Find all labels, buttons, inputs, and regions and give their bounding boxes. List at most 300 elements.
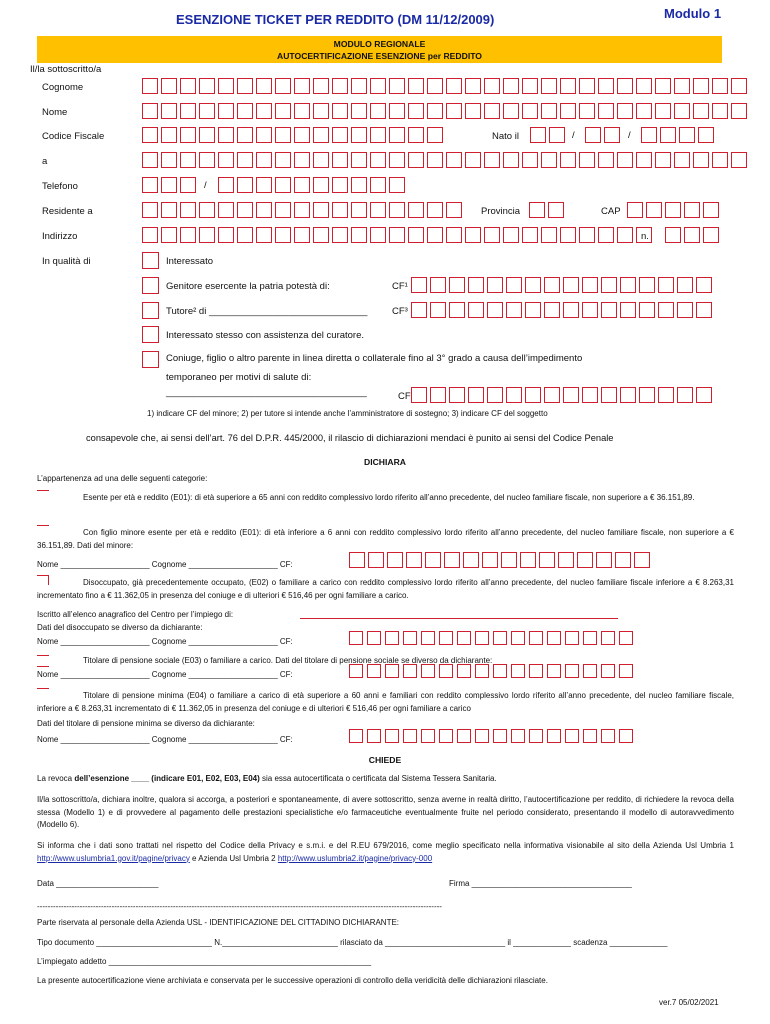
luogo-box[interactable] — [655, 152, 671, 168]
genitore-checkbox[interactable] — [142, 277, 159, 294]
cf-box[interactable] — [256, 127, 272, 143]
luogo-boxes[interactable] — [142, 152, 750, 168]
telefono-box[interactable] — [332, 177, 348, 193]
cf-box[interactable] — [408, 127, 424, 143]
luogo-box[interactable] — [636, 152, 652, 168]
nome-box[interactable] — [560, 103, 576, 119]
genitore-cf-box[interactable] — [430, 277, 446, 293]
cap-box[interactable] — [627, 202, 643, 218]
cognome-box[interactable] — [465, 78, 481, 94]
nome-box[interactable] — [313, 103, 329, 119]
cap-box[interactable] — [684, 202, 700, 218]
minore-cf-box[interactable] — [501, 552, 517, 568]
cognome-box[interactable] — [560, 78, 576, 94]
cognome-box[interactable] — [408, 78, 424, 94]
tutore-cf-boxes[interactable] — [411, 302, 715, 318]
telefono-box[interactable] — [237, 177, 253, 193]
cf-box[interactable] — [161, 127, 177, 143]
nome-box[interactable] — [218, 103, 234, 119]
data-field[interactable]: Data _______________________ — [37, 879, 159, 888]
e01a-checkbox[interactable] — [37, 490, 49, 491]
coniuge-cf-box[interactable] — [506, 387, 522, 403]
privacy-link-usl2[interactable]: http://www.uslumbria2.it/pagine/privacy-000 — [277, 853, 433, 863]
telefono-box[interactable] — [294, 177, 310, 193]
e01b-checkbox[interactable] — [37, 525, 49, 526]
minore-cf-box[interactable] — [406, 552, 422, 568]
pensione-sociale-cf-box[interactable] — [511, 664, 525, 678]
luogo-box[interactable] — [370, 152, 386, 168]
indirizzo-box[interactable] — [199, 227, 215, 243]
pensione-minima-cf-box[interactable] — [511, 729, 525, 743]
cognome-box[interactable] — [275, 78, 291, 94]
cognome-box[interactable] — [693, 78, 709, 94]
nome-box[interactable] — [161, 103, 177, 119]
cognome-box[interactable] — [294, 78, 310, 94]
residente-box[interactable] — [446, 202, 462, 218]
coniuge-checkbox[interactable] — [142, 351, 159, 368]
luogo-box[interactable] — [731, 152, 747, 168]
luogo-box[interactable] — [541, 152, 557, 168]
cognome-box[interactable] — [712, 78, 728, 94]
genitore-cf-box[interactable] — [411, 277, 427, 293]
tutore-cf-box[interactable] — [696, 302, 712, 318]
cf-box[interactable] — [294, 127, 310, 143]
luogo-box[interactable] — [484, 152, 500, 168]
indirizzo-box[interactable] — [560, 227, 576, 243]
pensione-sociale-cf-box[interactable] — [349, 664, 363, 678]
pensione-sociale-cf-box[interactable] — [457, 664, 471, 678]
minore-cf-box[interactable] — [368, 552, 384, 568]
pensione-minima-cf-box[interactable] — [601, 729, 615, 743]
minore-cf-box[interactable] — [482, 552, 498, 568]
genitore-cf-box[interactable] — [620, 277, 636, 293]
cognome-box[interactable] — [731, 78, 747, 94]
nome-box[interactable] — [237, 103, 253, 119]
residente-box[interactable] — [180, 202, 196, 218]
minore-cf-box[interactable] — [425, 552, 441, 568]
nome-box[interactable] — [446, 103, 462, 119]
tutore-checkbox[interactable] — [142, 302, 159, 319]
disoccupato-cf-box[interactable] — [403, 631, 417, 645]
cf-box[interactable] — [218, 127, 234, 143]
minore-cf-box[interactable] — [520, 552, 536, 568]
pensione-minima-cf-box[interactable] — [457, 729, 471, 743]
nome-box[interactable] — [522, 103, 538, 119]
genitore-cf-box[interactable] — [506, 277, 522, 293]
indirizzo-box[interactable] — [617, 227, 633, 243]
cognome-box[interactable] — [351, 78, 367, 94]
coniuge-cf-box[interactable] — [468, 387, 484, 403]
telefono-box[interactable] — [351, 177, 367, 193]
pensione-minima-dati-line[interactable]: Nome ____________________ Cognome ____________________ CF: — [37, 735, 293, 744]
nome-box[interactable] — [389, 103, 405, 119]
nome-box[interactable] — [579, 103, 595, 119]
numero-civico-boxes[interactable] — [665, 227, 722, 243]
pensione-sociale-cf-box[interactable] — [601, 664, 615, 678]
telefono-box[interactable] — [256, 177, 272, 193]
tutore-cf-box[interactable] — [487, 302, 503, 318]
telefono-box[interactable] — [370, 177, 386, 193]
minore-cf-box[interactable] — [558, 552, 574, 568]
pensione-minima-cf-box[interactable] — [439, 729, 453, 743]
coniuge-cf-box[interactable] — [601, 387, 617, 403]
genitore-cf-box[interactable] — [696, 277, 712, 293]
pensione-sociale-cf-box[interactable] — [583, 664, 597, 678]
tutore-cf-box[interactable] — [582, 302, 598, 318]
minore-cf-box[interactable] — [349, 552, 365, 568]
cf-box[interactable] — [332, 127, 348, 143]
residente-box[interactable] — [408, 202, 424, 218]
coniuge-cf-box[interactable] — [658, 387, 674, 403]
cap-box[interactable] — [646, 202, 662, 218]
tutore-cf-box[interactable] — [620, 302, 636, 318]
genitore-cf-box[interactable] — [468, 277, 484, 293]
luogo-box[interactable] — [560, 152, 576, 168]
tutore-cf-box[interactable] — [677, 302, 693, 318]
indirizzo-box[interactable] — [389, 227, 405, 243]
nome-box[interactable] — [712, 103, 728, 119]
birth-year-box[interactable] — [698, 127, 714, 143]
cognome-box[interactable] — [541, 78, 557, 94]
residente-box[interactable] — [389, 202, 405, 218]
numero-civico-box[interactable] — [684, 227, 700, 243]
cognome-box[interactable] — [617, 78, 633, 94]
luogo-box[interactable] — [256, 152, 272, 168]
nome-boxes[interactable] — [142, 103, 750, 119]
nome-box[interactable] — [427, 103, 443, 119]
nome-box[interactable] — [142, 103, 158, 119]
luogo-box[interactable] — [332, 152, 348, 168]
pensione-sociale-cf-box[interactable] — [547, 664, 561, 678]
indirizzo-boxes[interactable] — [142, 227, 655, 243]
residente-box[interactable] — [256, 202, 272, 218]
indirizzo-box[interactable] — [503, 227, 519, 243]
luogo-box[interactable] — [427, 152, 443, 168]
tutore-cf-box[interactable] — [468, 302, 484, 318]
telefono-box[interactable] — [313, 177, 329, 193]
genitore-cf-box[interactable] — [601, 277, 617, 293]
pensione-minima-cf-box[interactable] — [565, 729, 579, 743]
residente-box[interactable] — [161, 202, 177, 218]
cf-box[interactable] — [180, 127, 196, 143]
luogo-box[interactable] — [598, 152, 614, 168]
cognome-box[interactable] — [389, 78, 405, 94]
e03-checkbox[interactable] — [37, 655, 49, 656]
disoccupato-cf-box[interactable] — [421, 631, 435, 645]
disoccupato-cf-box[interactable] — [511, 631, 525, 645]
tutore-cf-box[interactable] — [639, 302, 655, 318]
indirizzo-box[interactable] — [579, 227, 595, 243]
luogo-box[interactable] — [180, 152, 196, 168]
disoccupato-cf-boxes[interactable] — [349, 631, 637, 645]
nome-box[interactable] — [370, 103, 386, 119]
coniuge-cf-box[interactable] — [430, 387, 446, 403]
telefono-box[interactable] — [218, 177, 234, 193]
cf-box[interactable] — [351, 127, 367, 143]
coniuge-cf-box[interactable] — [677, 387, 693, 403]
coniuge-cf-box[interactable] — [639, 387, 655, 403]
birth-day-box[interactable] — [549, 127, 565, 143]
pensione-minima-cf-box[interactable] — [583, 729, 597, 743]
residente-boxes[interactable] — [142, 202, 465, 218]
birth-year-boxes[interactable] — [641, 127, 717, 143]
interessato-checkbox[interactable] — [142, 252, 159, 269]
indirizzo-box[interactable] — [237, 227, 253, 243]
pensione-sociale-cf-boxes[interactable] — [349, 664, 637, 678]
pensione-sociale-dati-line[interactable]: Nome ____________________ Cognome ____________________ CF: — [37, 670, 293, 679]
tutore-cf-box[interactable] — [544, 302, 560, 318]
disoccupato-cf-box[interactable] — [457, 631, 471, 645]
indirizzo-box[interactable] — [522, 227, 538, 243]
disoccupato-cf-box[interactable] — [475, 631, 489, 645]
cognome-box[interactable] — [674, 78, 690, 94]
tutore-cf-box[interactable] — [601, 302, 617, 318]
residente-box[interactable] — [427, 202, 443, 218]
disoccupato-cf-box[interactable] — [565, 631, 579, 645]
pensione-sociale-cf-box[interactable] — [403, 664, 417, 678]
disoccupato-cf-box[interactable] — [349, 631, 363, 645]
cognome-box[interactable] — [370, 78, 386, 94]
indirizzo-box[interactable] — [446, 227, 462, 243]
minore-cf-box[interactable] — [539, 552, 555, 568]
centro-impiego-field[interactable] — [300, 618, 618, 619]
pensione-sociale-cf-box[interactable] — [493, 664, 507, 678]
residente-box[interactable] — [294, 202, 310, 218]
cognome-box[interactable] — [636, 78, 652, 94]
residente-box[interactable] — [237, 202, 253, 218]
provincia-boxes[interactable] — [529, 202, 567, 218]
tutore-cf-box[interactable] — [506, 302, 522, 318]
genitore-cf-box[interactable] — [582, 277, 598, 293]
indirizzo-box[interactable] — [180, 227, 196, 243]
disoccupato-cf-box[interactable] — [601, 631, 615, 645]
birth-year-box[interactable] — [660, 127, 676, 143]
disoccupato-dati-line[interactable]: Nome ____________________ Cognome ____________________ CF: — [37, 637, 293, 646]
codice-fiscale-boxes[interactable] — [142, 127, 446, 143]
indirizzo-box[interactable] — [541, 227, 557, 243]
luogo-box[interactable] — [617, 152, 633, 168]
birth-year-box[interactable] — [641, 127, 657, 143]
nome-box[interactable] — [256, 103, 272, 119]
privacy-link-usl1[interactable]: http://www.uslumbria1.gov.it/pagine/privacy — [37, 853, 190, 863]
nome-box[interactable] — [617, 103, 633, 119]
minore-cf-box[interactable] — [463, 552, 479, 568]
indirizzo-box[interactable] — [484, 227, 500, 243]
cap-box[interactable] — [703, 202, 719, 218]
pensione-sociale-cf-box[interactable] — [385, 664, 399, 678]
nome-box[interactable] — [484, 103, 500, 119]
coniuge-cf-box[interactable] — [582, 387, 598, 403]
genitore-cf-box[interactable] — [449, 277, 465, 293]
birth-day-box[interactable] — [530, 127, 546, 143]
disoccupato-cf-box[interactable] — [529, 631, 543, 645]
disoccupato-cf-box[interactable] — [547, 631, 561, 645]
nome-box[interactable] — [332, 103, 348, 119]
numero-civico-box[interactable] — [703, 227, 719, 243]
residente-box[interactable] — [275, 202, 291, 218]
nome-box[interactable] — [465, 103, 481, 119]
cognome-box[interactable] — [446, 78, 462, 94]
nome-box[interactable] — [351, 103, 367, 119]
pensione-minima-cf-box[interactable] — [349, 729, 363, 743]
pensione-sociale-cf-box[interactable] — [529, 664, 543, 678]
cognome-box[interactable] — [237, 78, 253, 94]
pensione-minima-cf-box[interactable] — [529, 729, 543, 743]
pensione-minima-cf-box[interactable] — [619, 729, 633, 743]
telefono-prefix-boxes[interactable] — [142, 177, 199, 193]
residente-box[interactable] — [313, 202, 329, 218]
cognome-box[interactable] — [503, 78, 519, 94]
pensione-sociale-cf-box[interactable] — [565, 664, 579, 678]
disoccupato-cf-box[interactable] — [583, 631, 597, 645]
luogo-box[interactable] — [161, 152, 177, 168]
cap-boxes[interactable] — [627, 202, 722, 218]
genitore-cf-box[interactable] — [525, 277, 541, 293]
indirizzo-box[interactable] — [465, 227, 481, 243]
luogo-box[interactable] — [199, 152, 215, 168]
impiegato-line[interactable]: L’impiegato addetto ___________________________________________________________ — [37, 957, 372, 966]
birth-month-box[interactable] — [585, 127, 601, 143]
nome-box[interactable] — [294, 103, 310, 119]
minore-cf-boxes[interactable] — [349, 552, 653, 568]
telefono-box[interactable] — [180, 177, 196, 193]
luogo-box[interactable] — [351, 152, 367, 168]
cognome-box[interactable] — [218, 78, 234, 94]
coniuge-cf-box[interactable] — [449, 387, 465, 403]
cognome-box[interactable] — [598, 78, 614, 94]
luogo-box[interactable] — [313, 152, 329, 168]
cf-box[interactable] — [275, 127, 291, 143]
disoccupato-cf-box[interactable] — [439, 631, 453, 645]
cf-box[interactable] — [370, 127, 386, 143]
cf-box[interactable] — [199, 127, 215, 143]
coniuge-cf-box[interactable] — [620, 387, 636, 403]
cf-box[interactable] — [313, 127, 329, 143]
cognome-box[interactable] — [427, 78, 443, 94]
birth-month-box[interactable] — [604, 127, 620, 143]
pensione-minima-cf-box[interactable] — [421, 729, 435, 743]
coniuge-cf-box[interactable] — [525, 387, 541, 403]
indirizzo-box[interactable] — [332, 227, 348, 243]
indirizzo-box[interactable] — [294, 227, 310, 243]
luogo-box[interactable] — [693, 152, 709, 168]
tutore-cf-box[interactable] — [525, 302, 541, 318]
nome-box[interactable] — [731, 103, 747, 119]
cf-box[interactable] — [237, 127, 253, 143]
coniuge-cf-box[interactable] — [411, 387, 427, 403]
nome-box[interactable] — [674, 103, 690, 119]
telefono-number-boxes[interactable] — [218, 177, 408, 193]
luogo-box[interactable] — [142, 152, 158, 168]
pensione-minima-cf-boxes[interactable] — [349, 729, 637, 743]
genitore-cf-boxes[interactable] — [411, 277, 715, 293]
revoca-esenzione[interactable]: dell’esenzione ____ (indicare E01, E02, E03, E04) — [74, 774, 260, 783]
residente-box[interactable] — [218, 202, 234, 218]
nome-box[interactable] — [503, 103, 519, 119]
indirizzo-box[interactable] — [598, 227, 614, 243]
indirizzo-box[interactable] — [142, 227, 158, 243]
indirizzo-box[interactable] — [256, 227, 272, 243]
cognome-box[interactable] — [161, 78, 177, 94]
disoccupato-cf-box[interactable] — [493, 631, 507, 645]
cognome-box[interactable] — [579, 78, 595, 94]
birth-month-boxes[interactable] — [585, 127, 623, 143]
luogo-box[interactable] — [218, 152, 234, 168]
disoccupato-cf-box[interactable] — [619, 631, 633, 645]
coniuge-name-line[interactable]: ______________________________________ — [166, 387, 367, 398]
cognome-box[interactable] — [332, 78, 348, 94]
luogo-box[interactable] — [408, 152, 424, 168]
minore-cf-box[interactable] — [444, 552, 460, 568]
cognome-box[interactable] — [313, 78, 329, 94]
e04-checkbox[interactable] — [37, 688, 49, 689]
residente-box[interactable] — [370, 202, 386, 218]
curatore-checkbox[interactable] — [142, 326, 159, 343]
indirizzo-box[interactable] — [427, 227, 443, 243]
genitore-cf-box[interactable] — [544, 277, 560, 293]
nome-box[interactable] — [180, 103, 196, 119]
pensione-minima-cf-box[interactable] — [367, 729, 381, 743]
luogo-box[interactable] — [465, 152, 481, 168]
cognome-box[interactable] — [484, 78, 500, 94]
telefono-box[interactable] — [275, 177, 291, 193]
indirizzo-box[interactable] — [313, 227, 329, 243]
pensione-sociale-cf-box[interactable] — [421, 664, 435, 678]
cognome-box[interactable] — [522, 78, 538, 94]
birth-year-box[interactable] — [679, 127, 695, 143]
luogo-box[interactable] — [389, 152, 405, 168]
luogo-box[interactable] — [503, 152, 519, 168]
indirizzo-box[interactable] — [161, 227, 177, 243]
minore-dati-line[interactable]: Nome ____________________ Cognome ____________________ CF: — [37, 560, 293, 569]
cognome-box[interactable] — [180, 78, 196, 94]
luogo-box[interactable] — [712, 152, 728, 168]
luogo-box[interactable] — [446, 152, 462, 168]
birth-day-boxes[interactable] — [530, 127, 568, 143]
nome-box[interactable] — [199, 103, 215, 119]
tutore-cf-box[interactable] — [411, 302, 427, 318]
pensione-sociale-cf-box[interactable] — [439, 664, 453, 678]
indirizzo-box[interactable] — [408, 227, 424, 243]
residente-box[interactable] — [142, 202, 158, 218]
genitore-cf-box[interactable] — [563, 277, 579, 293]
cf-box[interactable] — [389, 127, 405, 143]
residente-box[interactable] — [351, 202, 367, 218]
coniuge-cf-box[interactable] — [487, 387, 503, 403]
luogo-box[interactable] — [674, 152, 690, 168]
telefono-box[interactable] — [142, 177, 158, 193]
cf-box[interactable] — [427, 127, 443, 143]
minore-cf-box[interactable] — [577, 552, 593, 568]
genitore-cf-box[interactable] — [677, 277, 693, 293]
numero-civico-box[interactable] — [665, 227, 681, 243]
genitore-cf-box[interactable] — [487, 277, 503, 293]
firma-field[interactable]: Firma ____________________________________ — [449, 879, 632, 888]
disoccupato-cf-box[interactable] — [385, 631, 399, 645]
genitore-cf-box[interactable] — [639, 277, 655, 293]
minore-cf-box[interactable] — [596, 552, 612, 568]
nome-box[interactable] — [693, 103, 709, 119]
residente-box[interactable] — [199, 202, 215, 218]
genitore-cf-box[interactable] — [658, 277, 674, 293]
cognome-box[interactable] — [199, 78, 215, 94]
indirizzo-box[interactable] — [218, 227, 234, 243]
luogo-box[interactable] — [579, 152, 595, 168]
tipo-documento-line[interactable]: Tipo documento __________________________ N.__________________________ rilasciato da ___________________________ il _____________ scadenza _____________ — [37, 938, 668, 947]
cognome-box[interactable] — [142, 78, 158, 94]
minore-cf-box[interactable] — [387, 552, 403, 568]
nome-box[interactable] — [598, 103, 614, 119]
